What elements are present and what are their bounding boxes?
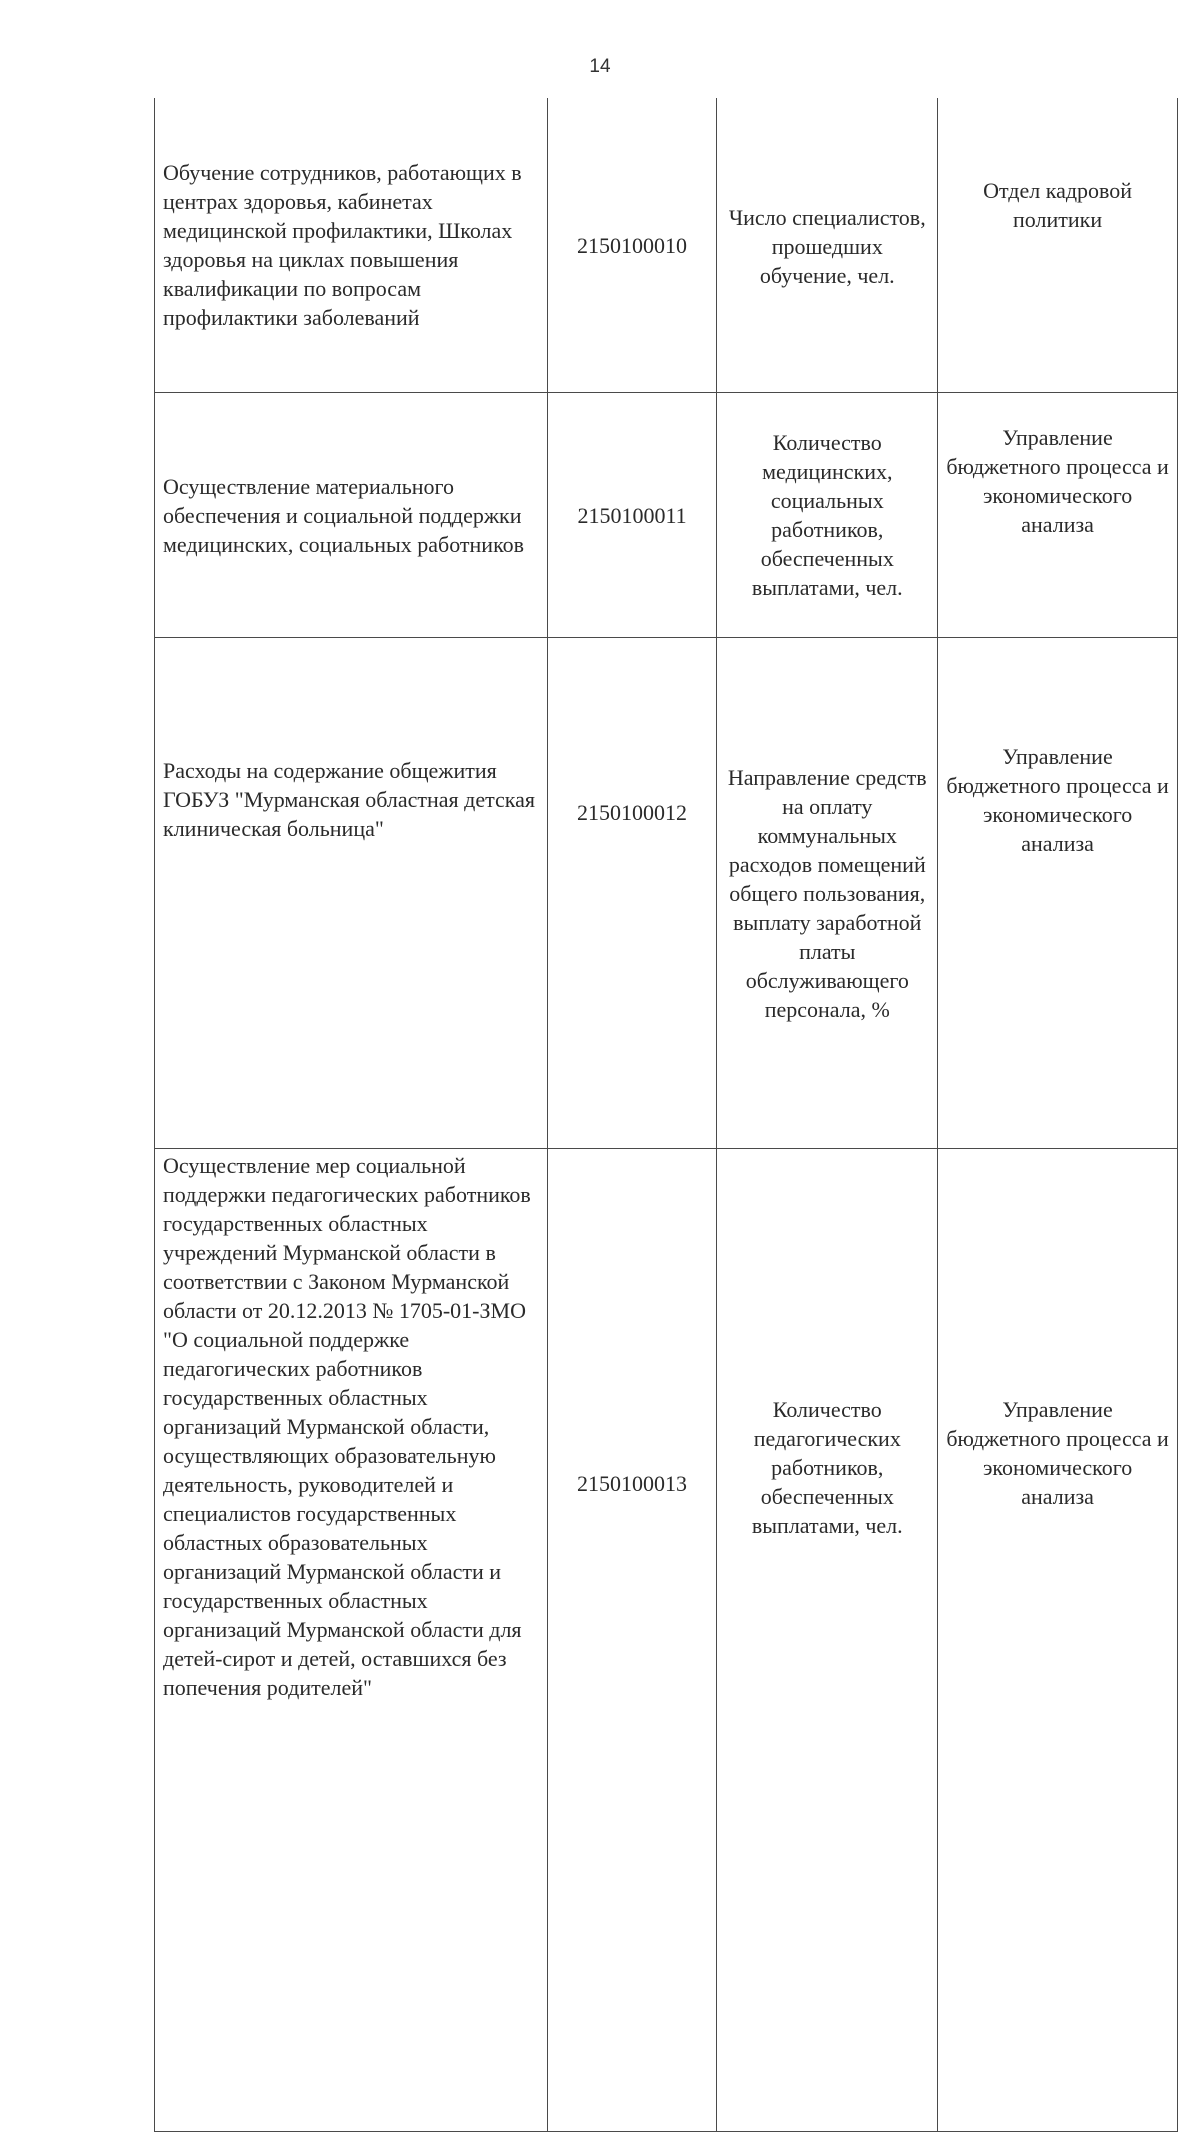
indicator-cell: Направление средств на оплату коммунальных расходов помещений общего пользования, выплату заработной платы обслуживающего персонала, % xyxy=(717,638,938,1149)
budget-code-cell: 2150100013 xyxy=(547,1149,717,2132)
measure-name-cell: Расходы на содержание общежития ГОБУЗ "Мурманская областная детская клиническая больница" xyxy=(155,638,548,1149)
page-number: 14 xyxy=(589,56,611,77)
table-row xyxy=(155,1149,1178,2132)
executor-cell: Управление бюджетного процесса и экономического анализа xyxy=(938,393,1178,638)
executor-cell: Управление бюджетного процесса и экономического анализа xyxy=(938,1149,1178,2132)
table-row xyxy=(155,393,1178,638)
table-row xyxy=(155,638,1178,1149)
indicator-cell: Количество медицинских, социальных работников, обеспеченных выплатами, чел. xyxy=(717,393,938,638)
measure-name-cell: Осуществление мер социальной поддержки педагогических работников государственных областных учреждений Мурманской области в соответствии с Законом Мурманской области от 20.12.2013 № 1705-01-ЗМО "О социальной поддержке педагогических работников государственных областных организаций Мурманской области, осуществляющих образовательную деятельность, руководителей и специалистов государственных областных образовательных организаций Мурманской области и государственных областных организаций Мурманской области для детей-сирот и детей, оставшихся без попечения родителей" xyxy=(155,1149,548,2132)
table-row xyxy=(155,98,1178,393)
measures-table xyxy=(154,98,1178,2132)
measure-name-cell: Осуществление материального обеспечения и социальной поддержки медицинских, социальных работников xyxy=(155,393,548,638)
measure-name-cell: Обучение сотрудников, работающих в центрах здоровья, кабинетах медицинской профилактики, Школах здоровья на циклах повышения квалификации по вопросам профилактики заболеваний xyxy=(155,98,548,393)
executor-cell: Управление бюджетного процесса и экономического анализа xyxy=(938,638,1178,1149)
budget-code-cell: 2150100012 xyxy=(547,638,717,1149)
indicator-cell: Число специалистов, прошедших обучение, чел. xyxy=(717,98,938,393)
indicator-cell: Количество педагогических работников, обеспеченных выплатами, чел. xyxy=(717,1149,938,2132)
budget-code-cell: 2150100010 xyxy=(547,98,717,393)
executor-cell: Отдел кадровой политики xyxy=(938,98,1178,393)
budget-code-cell: 2150100011 xyxy=(547,393,717,638)
